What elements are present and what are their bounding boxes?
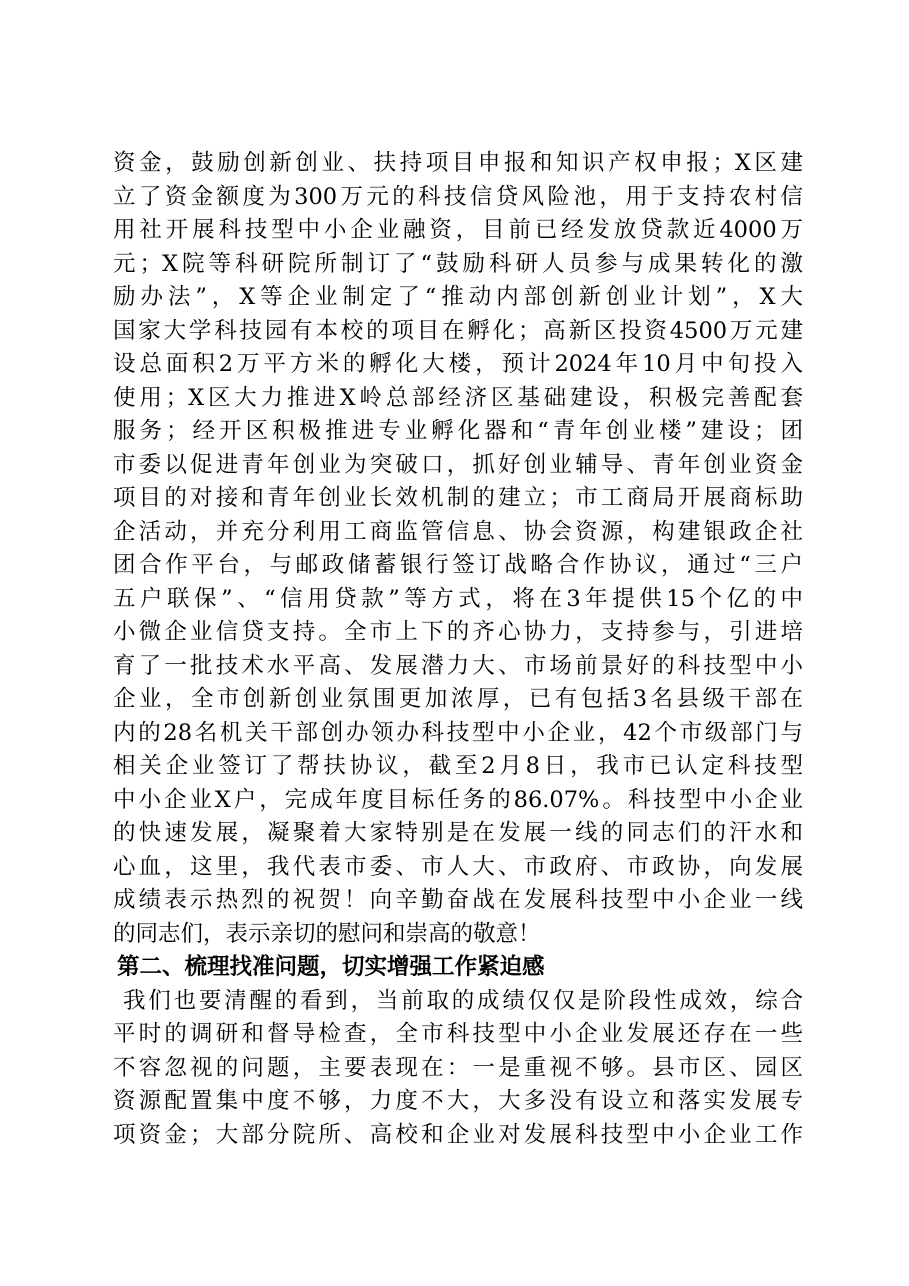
text-line: 资源配置集中度不够，力度不大，大多没有设立和落实发展专 (113, 1088, 803, 1114)
text-line: 内的28名机关干部创办领办科技型中小企业，42个市级部门与 (113, 719, 803, 746)
text-line: 元；X院等科研院所制订了“鼓励科研人员参与成果转化的激 (113, 250, 803, 277)
text-line: 使用；X区大力推进X岭总部经济区基础建设，积极完善配套 (113, 384, 803, 411)
text-line: 平时的调研和督导检查，全市科技型中小企业发展还存在一些 (113, 1021, 803, 1047)
text-line: 项目的对接和青年创业长效机制的建立；市工商局开展商标助 (113, 485, 803, 511)
text-line: 资金，鼓励创新创业、扶持项目申报和知识产权申报；X区建 (113, 150, 803, 176)
paragraph-achievements (113, 147, 803, 951)
text-line: 市委以促进青年创业为突破口，抓好创业辅导、青年创业资金 (113, 451, 803, 478)
text-line: 设总面积2万平方米的孵化大楼，预计2024年10月中旬投入 (113, 351, 803, 377)
document-body (113, 147, 803, 1152)
section-heading: 第二、梳理找准问题，切实增强工作紧迫感 (117, 954, 545, 980)
text-line: 相关企业签订了帮扶协议，截至2月8日，我市已认定科技型 (113, 753, 803, 779)
text-line: 五户联保”、“信用贷款”等方式，将在3年提供15个亿的中 (113, 585, 803, 612)
text-line: 服务；经开区积极推进专业孵化器和“青年创业楼”建设；团 (113, 418, 803, 444)
text-line: 用社开展科技型中小企业融资，目前已经发放贷款近4000万 (113, 217, 803, 243)
text-line: 励办法”，X等企业制定了“推动内部创新创业计划”，X大 (113, 284, 803, 310)
text-line: 我们也要清醒的看到，当前取的成绩仅仅是阶段性成效，综合 (123, 987, 803, 1014)
text-line: 心血，这里，我代表市委、市人大、市政府、市政协，向发展 (113, 853, 803, 880)
text-line: 中小企业X户，完成年度目标任务的86.07%。科技型中小企业 (113, 786, 803, 813)
text-line: 小微企业信贷支持。全市上下的齐心协力，支持参与，引进培 (113, 619, 803, 645)
text-line: 国家大学科技园有本校的项目在孵化；高新区投资4500万元建 (113, 317, 803, 344)
text-line: 的快速发展，凝聚着大家特别是在发展一线的同志们的汗水和 (113, 820, 803, 846)
text-line: 立了资金额度为300万元的科技信贷风险池，用于支持农村信 (113, 183, 803, 210)
paragraph-problems (113, 985, 803, 1153)
text-line: 企活动，并充分利用工商监管信息、协会资源，构建银政企社 (113, 518, 803, 545)
text-line: 育了一批技术水平高、发展潜力大、市场前景好的科技型中小 (113, 652, 803, 679)
text-line: 团合作平台，与邮政储蓄银行签订战略合作协议，通过“三户 (113, 552, 803, 578)
text-line: 成绩表示热烈的祝贺！向辛勤奋战在发展科技型中小企业一线 (113, 887, 803, 913)
text-line: 项资金；大部分院所、高校和企业对发展科技型中小企业工作 (113, 1121, 803, 1148)
text-line: 不容忽视的问题，主要表现在：一是重视不够。县市区、园区 (113, 1054, 803, 1081)
text-line: 的同志们，表示亲切的慰问和崇高的敬意！ (113, 920, 541, 947)
text-line: 企业，全市创新创业氛围更加浓厚，已有包括3名县级干部在 (113, 686, 803, 712)
